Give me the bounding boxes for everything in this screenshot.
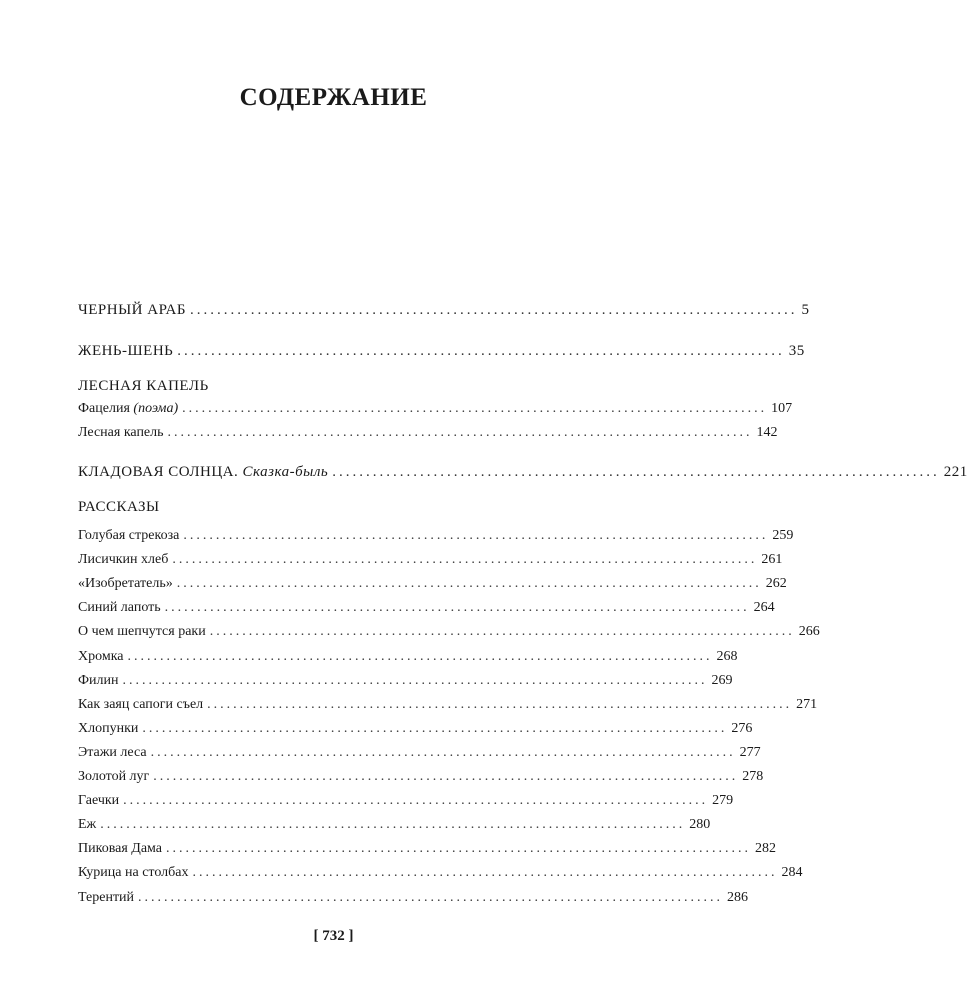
section-heading: ЛЕСНАЯ КАПЕЛЬ [78,378,209,394]
toc-entry-title-text: КЛАДОВАЯ СОЛНЦА. [78,464,239,480]
toc-entry-title: Пиковая Дама [78,841,163,856]
toc-entry-page: 280 [689,817,711,832]
toc-entry-title-text: Фацелия [78,401,130,416]
toc-entry-page: 264 [753,600,775,615]
toc-entry [78,767,764,787]
toc-entry-title: Лисичкин хлеб [78,552,169,567]
leader-dots: .......................................................................................... [150,745,736,760]
toc-entry [78,574,787,594]
toc-entry-title: Синий лапоть [78,600,161,615]
toc-entry-subtitle: (поэма) [133,401,179,416]
toc-entry [78,462,968,482]
toc-entry-page: 279 [712,793,734,808]
toc-entry-page: 262 [765,576,787,591]
toc-entry-page: 5 [801,302,810,318]
leader-dots: .......................................................................................... [142,721,728,736]
toc-entry-title: Этажи леса [78,745,147,760]
toc-entry-title: ЖЕНЬ-ШЕНЬ [78,343,174,359]
toc-entry [78,743,761,763]
toc-entry-title: Лесная капель [78,425,164,440]
leader-dots: .......................................................................................... [192,865,778,880]
toc-entry-subtitle: Сказка-быль [242,464,329,480]
leader-dots: .......................................................................................... [189,302,798,318]
toc-entry [78,791,734,811]
toc-entry-title: О чем шепчутся раки [78,624,206,639]
toc-entry [78,526,794,546]
toc-entry [78,622,820,642]
toc-entry [78,598,775,618]
page-title: СОДЕРЖАНИЕ [239,84,428,111]
toc-entry-page: 286 [727,890,749,905]
toc-entry-title: «Изобретатель» [78,576,173,591]
toc-entry-page: 276 [731,721,753,736]
page-number: [ 732 ] [313,928,354,944]
toc-entry [78,671,733,691]
toc-entry-title: Терентий [78,890,135,905]
toc-entry-page: 278 [742,769,764,784]
toc-entry [78,300,810,320]
leader-dots: .......................................................................................... [177,343,785,359]
toc-entry-title: Гаечки [78,793,120,808]
toc-entry-page: 277 [739,745,761,760]
leader-dots: .......................................................................................... [182,401,768,416]
leader-dots: .......................................................................................... [166,841,752,856]
toc-entry [78,695,818,715]
toc-entry-page: 271 [796,697,818,712]
leader-dots: .......................................................................................... [167,425,753,440]
leader-dots: .......................................................................................... [207,697,793,712]
toc-entry-page: 282 [755,841,777,856]
toc-entry [78,423,778,443]
toc-entry-page: 259 [772,528,794,543]
toc-entry-title: ЧЕРНЫЙ АРАБ [78,302,186,318]
toc-entry [78,863,803,883]
leader-dots: .......................................................................................... [138,890,724,905]
leader-dots: .......................................................................................... [172,552,758,567]
toc-entry-page: 142 [756,425,778,440]
toc-entry-title: Голубая стрекоза [78,528,180,543]
toc-entry [78,647,738,667]
toc-entry [78,550,783,570]
toc-entry [78,399,793,419]
leader-dots: .......................................................................................... [164,600,750,615]
leader-dots: .......................................................................................... [127,649,713,664]
leader-dots: .......................................................................................... [123,793,709,808]
toc-entry-title: Золотой луг [78,769,150,784]
leader-dots: .......................................................................................... [183,528,769,543]
toc-entry-page: 107 [771,401,793,416]
leader-dots: .......................................................................................... [332,464,940,480]
toc-entry-page: 269 [711,673,733,688]
toc-entry-page: 266 [798,624,820,639]
toc-entry-title: Хлопунки [78,721,139,736]
toc-entry-page: 268 [716,649,738,664]
toc-entry-title [78,462,328,482]
toc-entry-page: 284 [781,865,803,880]
toc-entry-page: 35 [788,343,805,359]
leader-dots: .......................................................................................... [100,817,686,832]
toc-entry-title [78,399,178,419]
toc-entry [78,815,711,835]
toc-entry [78,888,749,908]
toc-entry [78,839,777,859]
leader-dots: .......................................................................................... [176,576,762,591]
toc-entry-page: 261 [761,552,783,567]
section-heading: РАССКАЗЫ [78,499,160,515]
leader-dots: .......................................................................................... [122,673,708,688]
toc-entry-title: Филин [78,673,119,688]
toc-entry [78,719,753,739]
leader-dots: .......................................................................................... [153,769,739,784]
toc-entry-title: Хромка [78,649,124,664]
toc-entry-title: Как заяц сапоги съел [78,697,204,712]
leader-dots: .......................................................................................... [209,624,795,639]
toc-entry-title: Еж [78,817,97,832]
toc-entry-page: 221 [943,464,968,480]
toc-entry-title: Курица на столбах [78,865,189,880]
toc-entry [78,341,805,361]
